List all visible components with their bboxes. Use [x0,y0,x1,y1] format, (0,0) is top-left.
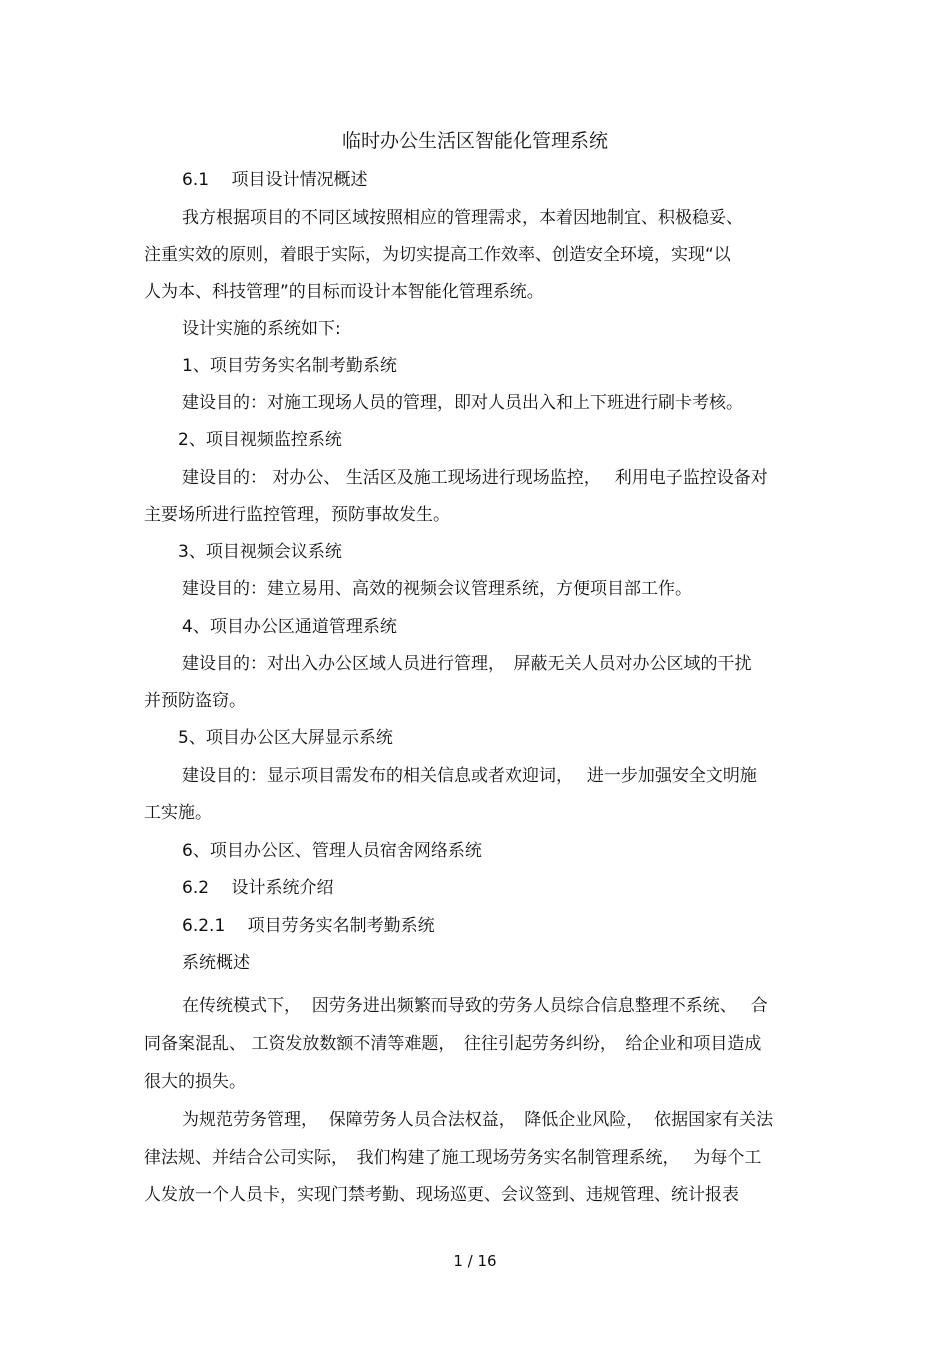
section-heading-6-1: 6.1 项目设计情况概述 [182,170,368,190]
section-heading-6-2-1: 6.2.1 项目劳务实名制考勤系统 [182,916,435,936]
paragraph-line: 为规范劳务管理， 保障劳务人员合法权益， 降低企业风险， 依据国家有关法 [182,1110,774,1130]
system-heading-5: 5、项目办公区大屏显示系统 [178,728,393,748]
overview-heading: 系统概述 [182,953,250,973]
page-number: 1 / 16 [453,1252,497,1270]
system-purpose-4: 建设目的：对出入办公区域人员进行管理， 屏蔽无关人员对办公区域的干扰 [182,654,752,674]
system-heading-6: 6、项目办公区、管理人员宿舍网络系统 [182,841,482,861]
paragraph-line: 同备案混乱、 工资发放数额不清等难题， 往往引起劳务纠纷， 给企业和项目造成 [144,1034,762,1054]
paragraph-line: 律法规、并结合公司实际， 我们构建了施工现场劳务实名制管理系统， 为每个工 [144,1148,762,1168]
paragraph-line: 很大的损失。 [144,1072,246,1092]
paragraph-line: 在传统模式下， 因劳务进出频繁而导致的劳务人员综合信息整理不系统、 合 [182,996,768,1016]
system-heading-3: 3、项目视频会议系统 [178,542,342,562]
paragraph-line: 人发放一个人员卡，实现门禁考勤、现场巡更、会议签到、违规管理、统计报表 [144,1185,739,1205]
system-heading-2: 2、项目视频监控系统 [178,430,342,450]
paragraph-line: 我方根据项目的不同区域按照相应的管理需求，本着因地制宜、积极稳妥、 [182,208,743,228]
system-purpose-5: 建设目的：显示项目需发布的相关信息或者欢迎词， 进一步加强安全文明施 [182,766,757,786]
system-purpose-5-cont: 工实施。 [144,803,212,823]
system-purpose-3: 建设目的：建立易用、高效的视频会议管理系统，方便项目部工作。 [182,579,692,599]
systems-lead: 设计实施的系统如下: [182,319,341,339]
system-purpose-4-cont: 并预防盗窃。 [144,691,246,711]
system-heading-4: 4、项目办公区通道管理系统 [182,617,397,637]
paragraph-line: 人为本、科技管理”的目标而设计本智能化管理系统。 [144,282,544,302]
section-heading-6-2: 6.2 设计系统介绍 [182,878,334,898]
system-purpose-2: 建设目的： 对办公、 生活区及施工现场进行现场监控， 利用电子监控设备对 [182,468,768,488]
paragraph-line: 注重实效的原则，着眼于实际，为切实提高工作效率、创造安全环境，实现“以 [144,245,731,265]
system-purpose-1: 建设目的：对施工现场人员的管理，即对人员出入和上下班进行刷卡考核。 [182,393,743,413]
document-title: 临时办公生活区智能化管理系统 [341,130,608,152]
system-heading-1: 1、项目劳务实名制考勤系统 [182,356,397,376]
system-purpose-2-cont: 主要场所进行监控管理，预防事故发生。 [144,505,450,525]
